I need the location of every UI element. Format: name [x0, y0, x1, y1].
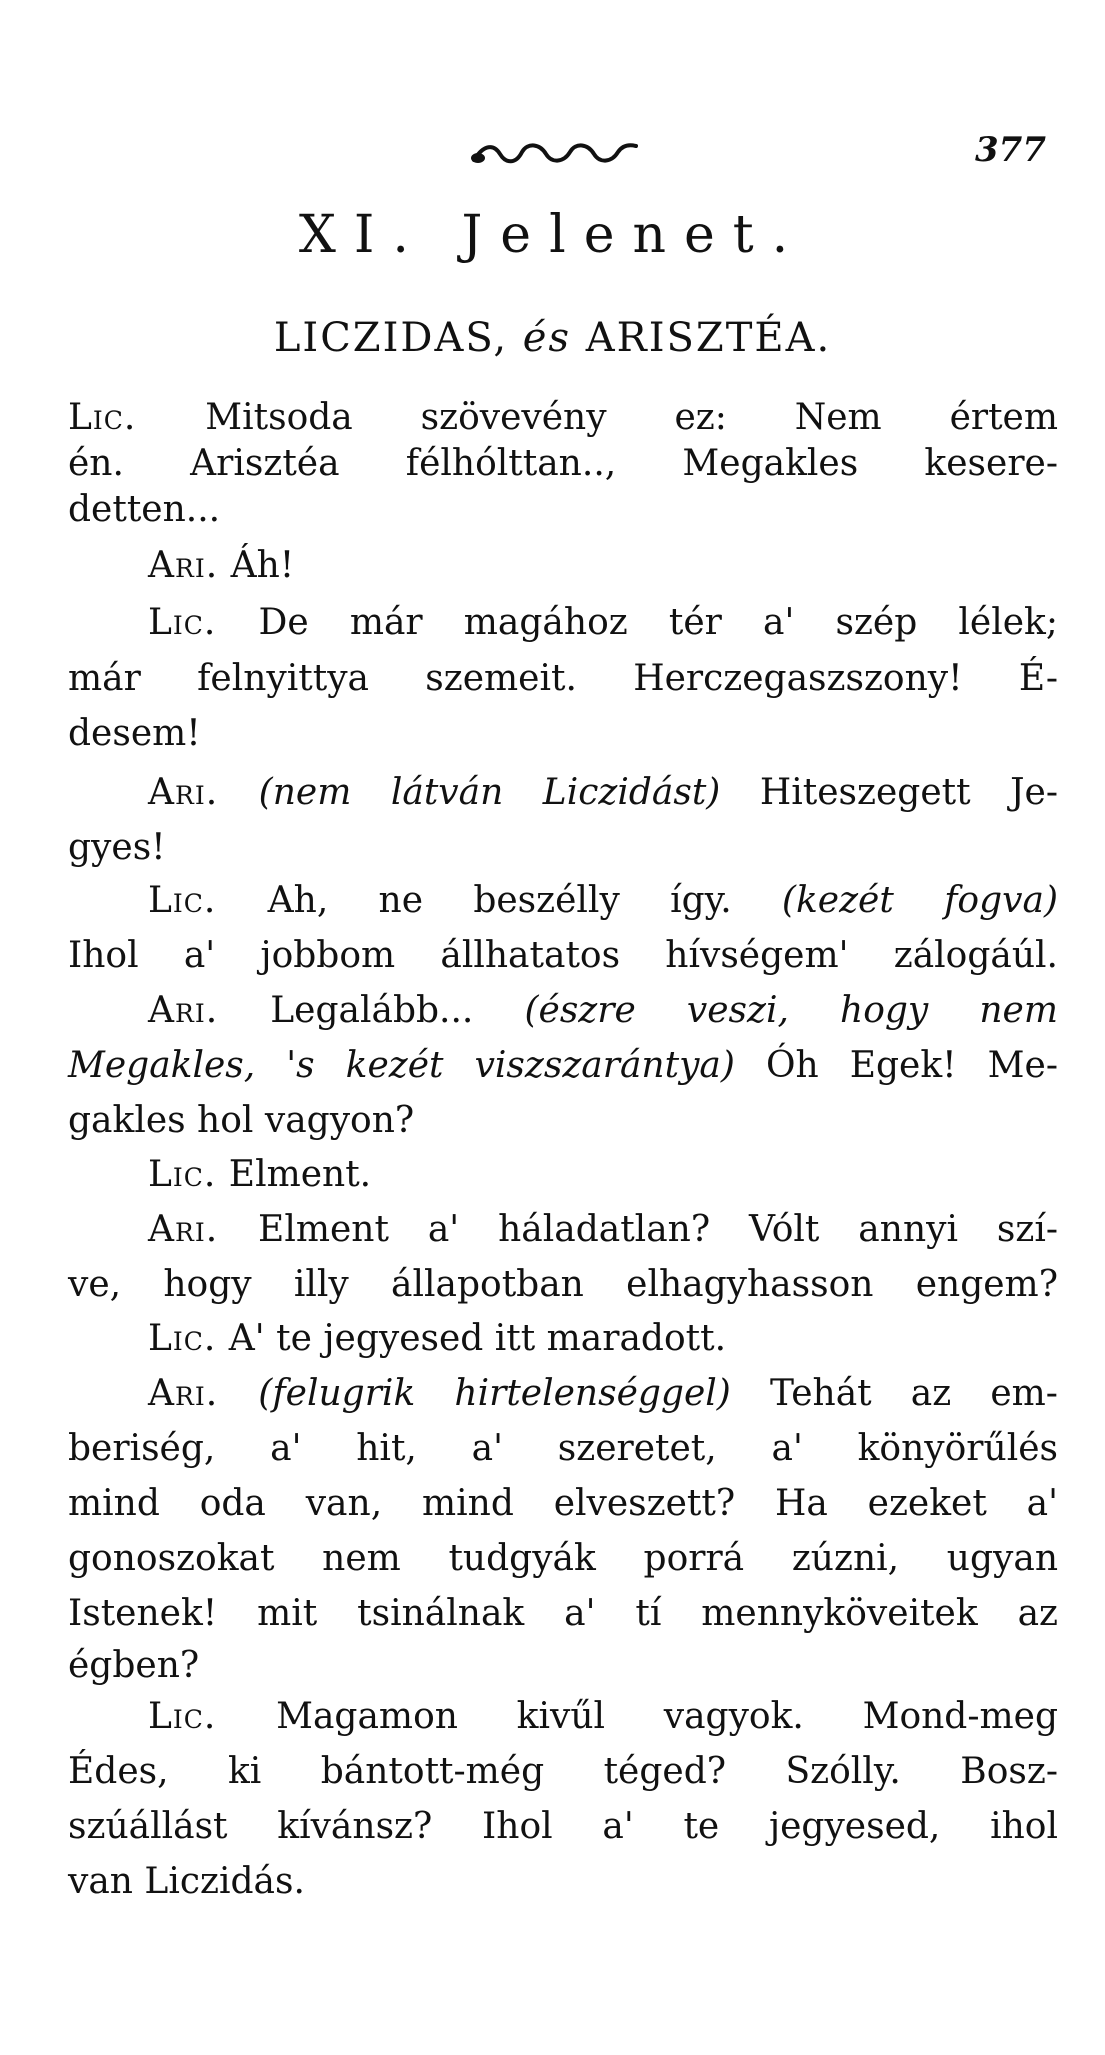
line-text: detten...: [68, 489, 221, 530]
line-text: Ihol a' jobbom állhatatos hívségem' zálogáúl.: [68, 935, 1058, 976]
line-text: Magamon kivűl vagyok. Mond-meg: [276, 1696, 1059, 1737]
text-line: [68, 441, 1058, 487]
text-line: [68, 1804, 1058, 1850]
text-line: [148, 600, 1058, 646]
line-text: Tehát az em-: [730, 1373, 1058, 1414]
line-text: Mitsoda szövevény ez: Nem értem: [205, 397, 1058, 438]
text-line: [68, 1749, 1058, 1795]
text-line: [68, 1043, 1058, 1089]
text-line: [148, 543, 1058, 589]
line-text: Istenek! mit tsinálnak a' tí mennyköveitek az: [68, 1593, 1058, 1634]
stage-direction: (nem látván Liczidást): [258, 772, 721, 813]
character-second: ARISZTÉA.: [585, 315, 832, 361]
speaker: Lic.: [148, 602, 259, 643]
line-text: mind oda van, mind elveszett? Ha ezeket a': [68, 1483, 1058, 1524]
ornament-flourish-icon: [470, 138, 640, 168]
line-text: Édes, ki bántott-még téged? Szólly. Bosz-: [68, 1751, 1058, 1792]
text-line: [148, 1152, 1058, 1198]
text-line: [68, 1536, 1058, 1582]
line-text: Áh!: [230, 545, 295, 586]
text-line: [68, 1098, 1058, 1144]
line-text: gakles hol vagyon?: [68, 1100, 415, 1141]
line-text: Óh Egek! Me-: [734, 1045, 1058, 1086]
text-line: [148, 1371, 1058, 1417]
speaker: Ari.: [148, 1209, 259, 1250]
speaker: Ari.: [148, 1373, 259, 1414]
line-text: van Liczidás.: [68, 1861, 305, 1902]
speaker: Lic.: [148, 880, 268, 921]
stage-direction: (felugrik hirtelenséggel): [258, 1373, 731, 1414]
line-text: gonoszokat nem tudgyák porrá zúzni, ugyan: [68, 1538, 1058, 1579]
speaker: Lic.: [148, 1154, 229, 1195]
line-text: Elment a' háladatlan? Vólt annyi szí-: [258, 1209, 1058, 1250]
speaker: Ari.: [148, 545, 231, 586]
text-line: [148, 1316, 1058, 1362]
line-text: én. Arisztéa félhólttan.., Megakles kesere-: [68, 443, 1058, 484]
line-text: beriség, a' hit, a' szeretet, a' könyörűlés: [68, 1428, 1058, 1469]
line-text: desem!: [68, 713, 201, 754]
text-line: [68, 487, 1058, 533]
text-line: [68, 933, 1058, 979]
line-text: Ah, ne beszélly így.: [267, 880, 782, 921]
text-line: [68, 656, 1058, 702]
text-line: [148, 770, 1058, 816]
line-text: De már magához tér a' szép lélek;: [258, 602, 1058, 643]
line-text: Legalább...: [270, 990, 525, 1031]
text-line: [68, 395, 1058, 441]
stage-direction: Megakles, 's kezét viszszarántya): [68, 1045, 735, 1086]
text-line: [68, 711, 1058, 757]
line-text: Hiteszegett Je-: [720, 772, 1058, 813]
text-line: [148, 1694, 1058, 1740]
text-line: [148, 1207, 1058, 1253]
line-text: szúállást kívánsz? Ihol a' te jegyesed, ihol: [68, 1806, 1058, 1847]
speaker: Ari.: [148, 772, 259, 813]
line-text: gyes!: [68, 827, 166, 868]
character-first: LICZIDAS,: [273, 315, 509, 361]
line-text: égben?: [68, 1645, 200, 1686]
speaker: Lic.: [148, 1318, 229, 1359]
text-line: [148, 878, 1058, 924]
text-line: [68, 1262, 1058, 1308]
speaker: Lic.: [68, 397, 206, 438]
line-text: Elment.: [228, 1154, 372, 1195]
text-line: [68, 1426, 1058, 1472]
speaker: Ari.: [148, 990, 271, 1031]
line-text: A' te jegyesed itt maradott.: [228, 1318, 727, 1359]
page-number: 377: [975, 130, 1046, 170]
scene-title: XI. Jelenet.: [298, 205, 807, 265]
text-line: [68, 1859, 1058, 1905]
stage-direction: (észre veszi, hogy nem: [524, 990, 1058, 1031]
speaker: Lic.: [148, 1696, 277, 1737]
stage-direction: (kezét fogva): [781, 880, 1058, 921]
character-conjunction: és: [522, 315, 571, 361]
characters-heading: [0, 315, 1105, 361]
text-line: [68, 1481, 1058, 1527]
text-line: [68, 1643, 1058, 1689]
text-line: [68, 1591, 1058, 1637]
text-line: [148, 988, 1058, 1034]
line-text: ve, hogy illy állapotban elhagyhasson engem?: [68, 1264, 1058, 1305]
line-text: már felnyittya szemeit. Herczegaszszony! É-: [68, 658, 1058, 699]
text-line: [68, 825, 1058, 871]
